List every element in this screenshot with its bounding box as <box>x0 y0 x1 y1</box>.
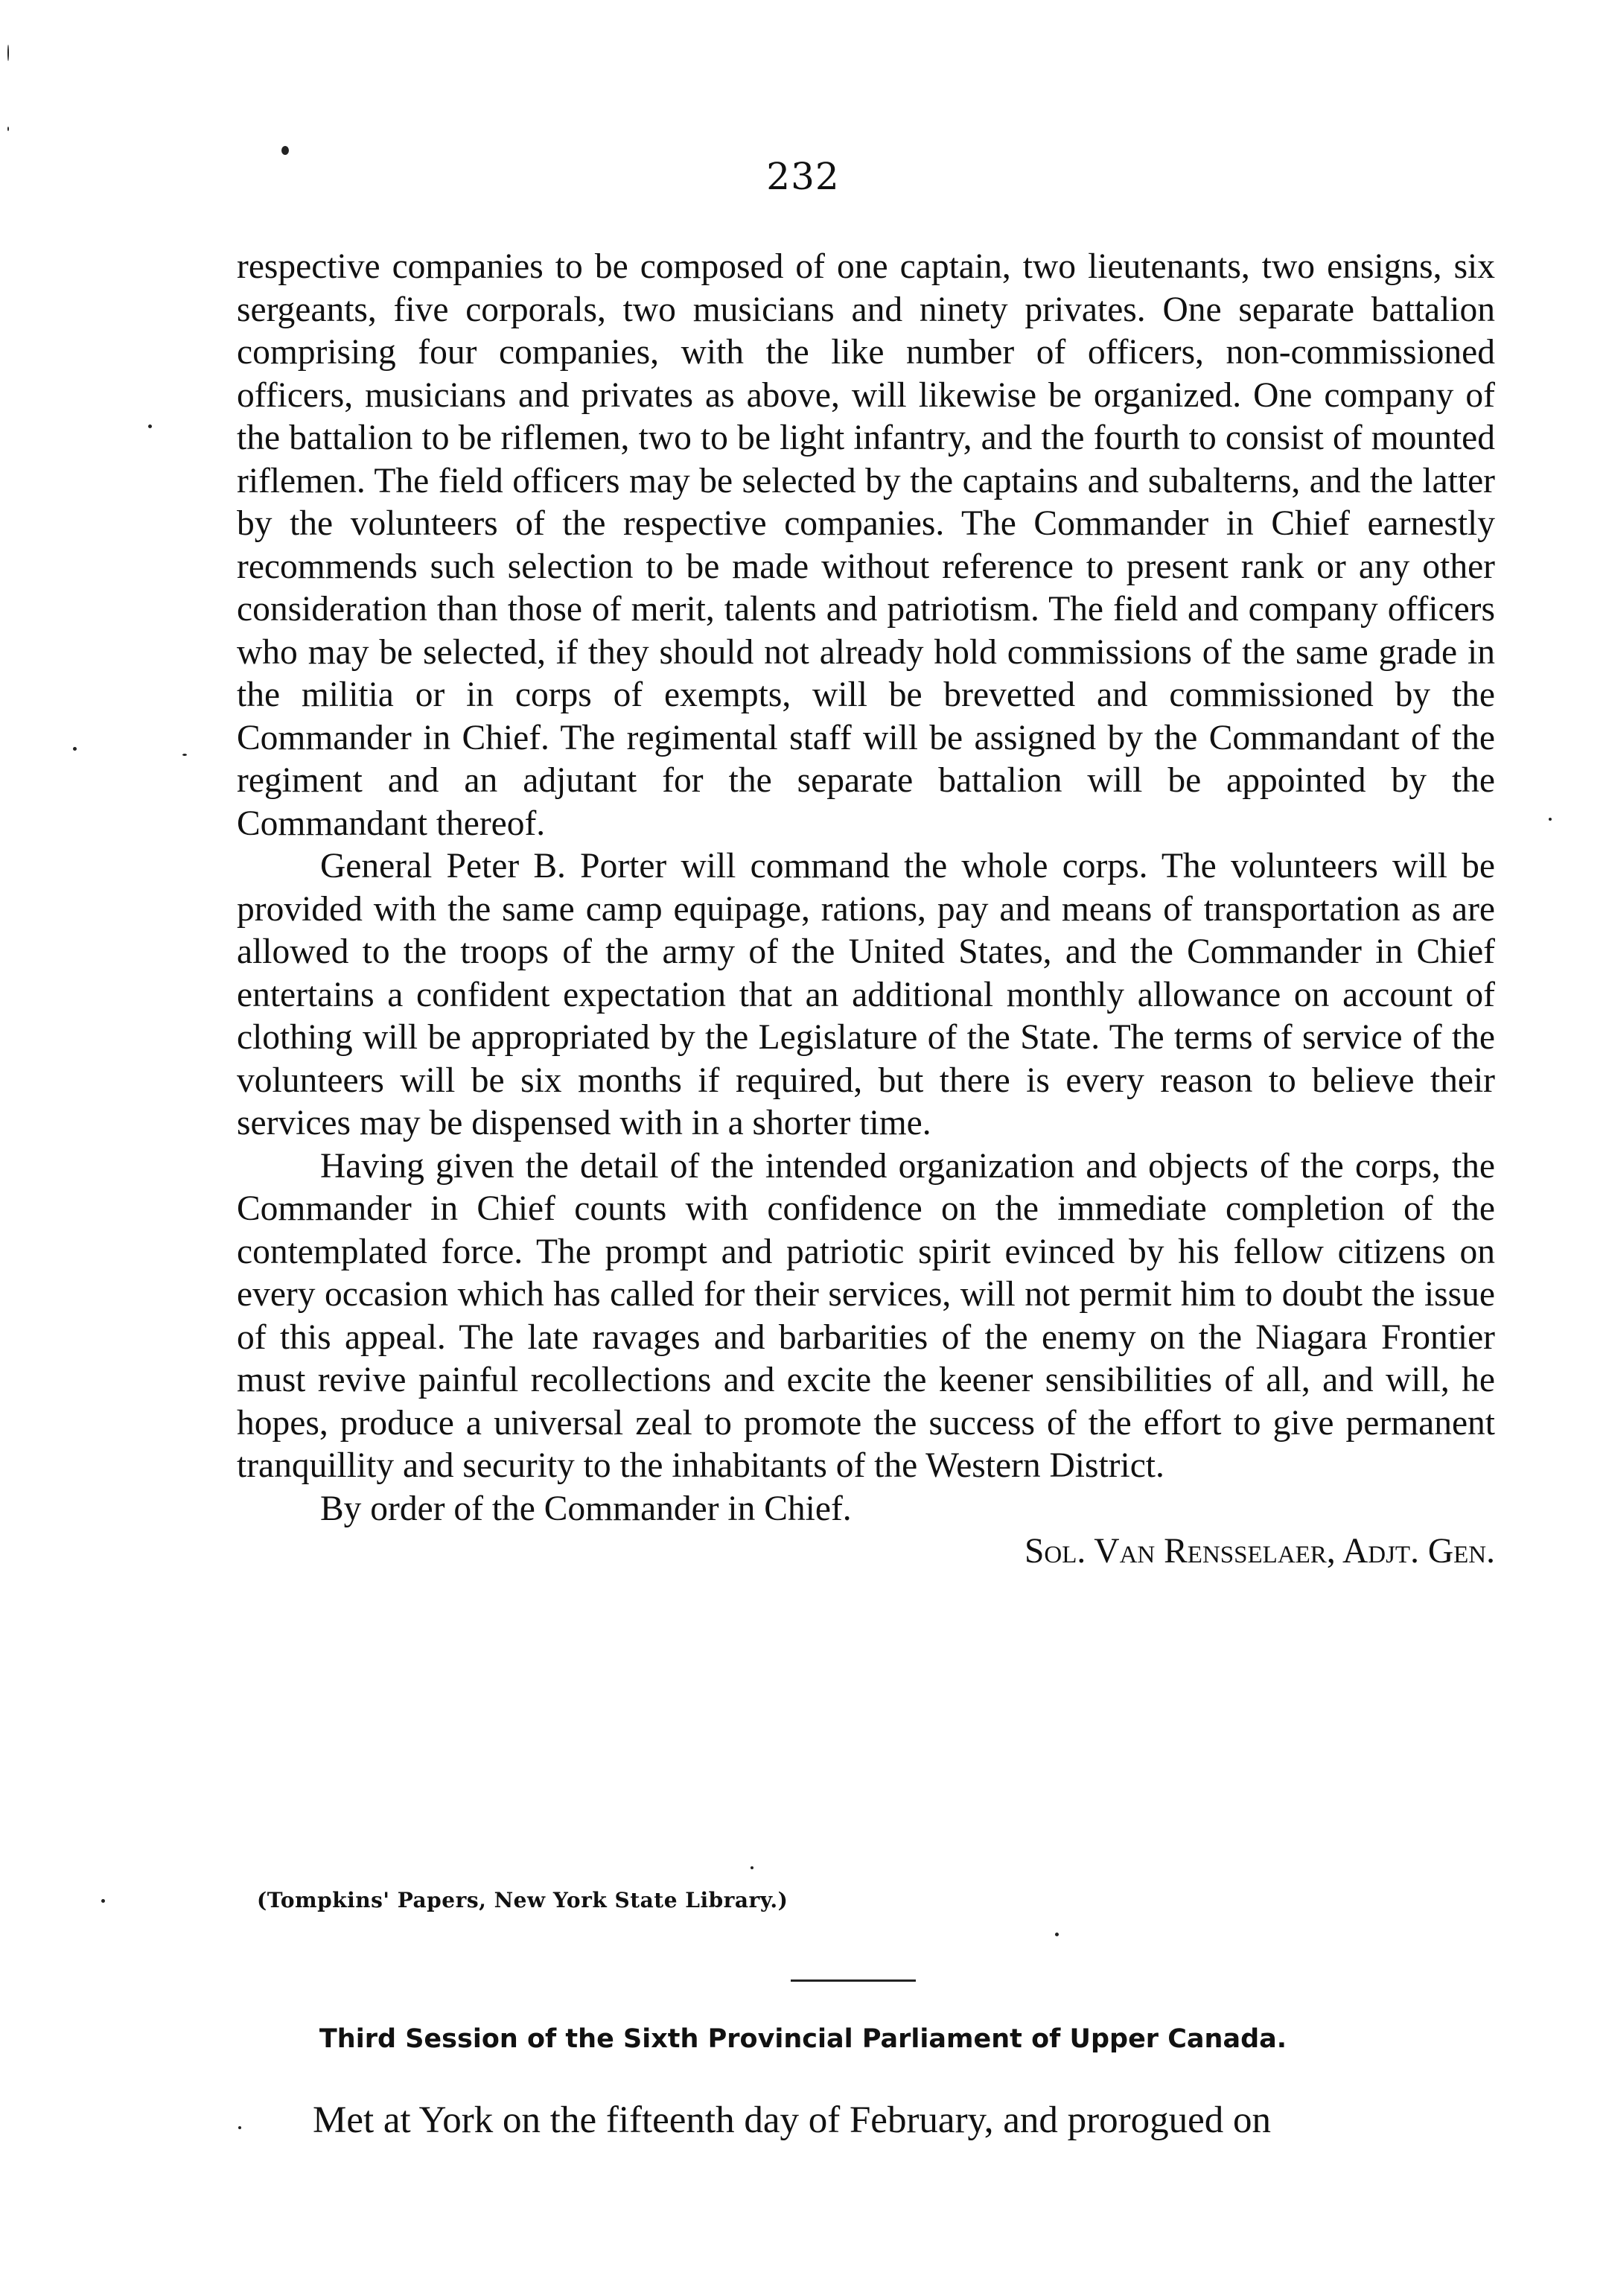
paragraph-continuation: respective companies to be composed of one captain, two lieutenants, two ensigns, six sergeants, five corporals, two musicians and ninety privates. One separate battalion comprising four companies, with the like number of officers, non-commissioned officers, musicians and privates as above, will likewise be organized. One company of the battalion to be riflemen, two to be light infantry, and the fourth to consist of mounted riflemen. The field officers may be selected by the captains and subalterns, and the latter by the volunteers of the respective companies. The Commander in Chief earnestly recommends such selection to be made without reference to present rank or any other consideration than those of merit, talents and patriotism. The field and company officers who may be selected, if they should not already hold commissions of the same grade in the militia or in corps of exempts, will be brevetted and commissioned by the Commander in Chief. The regimental staff will be assigned by the Commandant of the regiment and an adjutant for the separate battalion will be appointed by the Commandant thereof. <box>237 247 1495 843</box>
section-heading: Third Session of the Sixth Provincial Parliament of Upper Canada. <box>319 2024 1287 2054</box>
scan-speck <box>73 747 77 751</box>
scan-speck <box>1549 818 1552 821</box>
scan-speck <box>182 754 187 756</box>
scan-speck <box>281 146 289 155</box>
scan-speck <box>7 127 9 131</box>
scan-speck <box>238 2126 241 2129</box>
section-opening-line: Met at York on the fifteenth day of February, and prorogued on <box>313 2099 1271 2141</box>
scan-speck <box>1055 1933 1059 1936</box>
signature: Sol. Van Rensselaer, Adjt. Gen. <box>1024 1532 1495 1571</box>
main-text <box>237 246 1495 1574</box>
scan-speck <box>101 1899 105 1903</box>
paragraph-order: By order of the Commander in Chief. <box>320 1489 852 1528</box>
source-citation: (Tompkins' Papers, New York State Library.) <box>257 1888 788 1912</box>
paragraph-appeal: Having given the detail of the intended organization and objects of the corps, the Commander in Chief counts with confidence on the immediate completion of the contemplated force. The prompt and patriotic spirit evinced by his fellow citizens on every occasion which has called for their services, will not permit him to doubt the issue of this appeal. The late ravages and barbarities of the enemy on the Niagara Frontier must revive painful recollections and excite the keener sensibilities of all, and will, he hopes, produce a universal zeal to promote the success of the effort to give permanent tranquillity and security to the inhabitants of the Western District. <box>237 1146 1495 1485</box>
section-divider <box>791 1979 916 1982</box>
scan-speck <box>148 424 152 428</box>
page-number: 232 <box>766 155 840 198</box>
scan-speck <box>7 45 9 61</box>
scan-speck <box>751 1866 753 1869</box>
paragraph-porter: General Peter B. Porter will command the whole corps. The volunteers will be provided with the same camp equipage, rations, pay and means of transportation as are allowed to the troops of the army of the United States, and the Commander in Chief entertains a confident expectation that an additional monthly allowance on account of clothing will be appropriated by the Legislature of the State. The terms of service of the volunteers will be six months if required, but there is every reason to believe their services may be dispensed with in a shorter time. <box>237 847 1495 1142</box>
